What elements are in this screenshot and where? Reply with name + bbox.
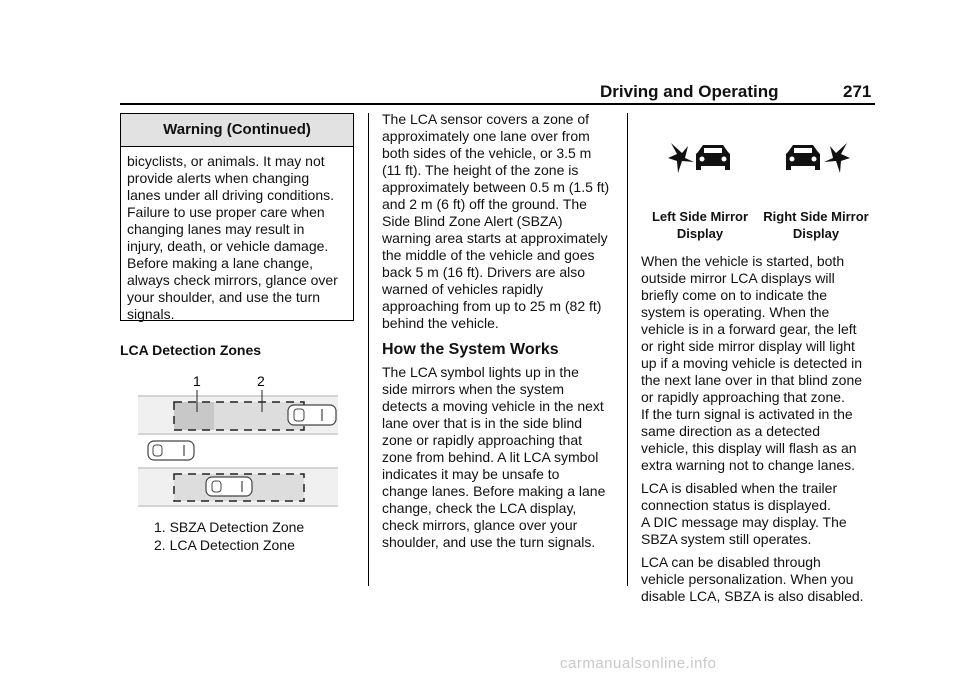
text-line: briefly come on to indicate the bbox=[641, 287, 827, 303]
text-line: vehicle personalization. When you bbox=[641, 571, 854, 587]
text-line: The LCA sensor covers a zone of bbox=[382, 111, 589, 127]
warning-body bbox=[121, 147, 353, 323]
text-line: same direction as a detected bbox=[641, 423, 820, 439]
column-divider-left bbox=[368, 113, 369, 586]
label-line: Left Side Mirror bbox=[651, 209, 749, 224]
warning-line: lanes under all driving conditions. bbox=[127, 187, 335, 203]
warning-line: Before making a lane change, bbox=[127, 255, 314, 271]
text-line: A DIC message may display. The bbox=[641, 514, 847, 530]
text-line: indicates it may be unsafe to bbox=[382, 466, 560, 482]
text-line: or rapidly approaching that zone. bbox=[641, 389, 845, 405]
paragraph-personalization bbox=[641, 554, 881, 605]
callout-1: 1 bbox=[193, 373, 201, 389]
text-line: and 2 m (6 ft) off the ground. The bbox=[382, 196, 587, 212]
text-line: disable LCA, SBZA is also disabled. bbox=[641, 588, 864, 604]
text-line: system is operating. When the bbox=[641, 304, 830, 320]
text-line: check mirrors, glance over your bbox=[382, 517, 578, 533]
warning-box bbox=[120, 113, 354, 321]
text-line: approximately between 0.5 m (1.5 ft) bbox=[382, 179, 610, 195]
callout-2: 2 bbox=[257, 373, 265, 389]
middle-column bbox=[382, 111, 622, 551]
text-line: the next lane over in that blind zone bbox=[641, 372, 863, 388]
car-top-lane bbox=[288, 405, 336, 425]
header-rule bbox=[120, 103, 875, 105]
text-line: both sides of the vehicle, or 3.5 m bbox=[382, 145, 592, 161]
text-line: up if a moving vehicle is detected in bbox=[641, 355, 863, 371]
figure-legend bbox=[154, 518, 304, 554]
paragraph-startup bbox=[641, 253, 881, 474]
section-title: Driving and Operating bbox=[600, 82, 779, 101]
watermark-text: carmanualsonline.info bbox=[560, 655, 717, 672]
warning-title: Warning (Continued) bbox=[121, 114, 353, 147]
text-line: side mirrors when the system bbox=[382, 381, 565, 397]
warning-line: your shoulder, and use the turn bbox=[127, 289, 321, 305]
section-heading: How the System Works bbox=[382, 341, 559, 358]
figure-heading: LCA Detection Zones bbox=[120, 342, 262, 358]
warning-line: injury, death, or vehicle damage. bbox=[127, 238, 329, 254]
text-line: approximately one lane over from bbox=[382, 128, 590, 144]
right-mirror-label bbox=[756, 208, 876, 242]
text-line: LCA is disabled when the trailer bbox=[641, 480, 838, 496]
text-line: approaching from up to 25 m (82 ft) bbox=[382, 298, 602, 314]
text-line: Side Blind Zone Alert (SBZA) bbox=[382, 213, 563, 229]
text-line: vehicle, this display will flash as an bbox=[641, 440, 857, 456]
text-line: change, check the LCA display, bbox=[382, 500, 577, 516]
text-line: back 5 m (16 ft). Drivers are also bbox=[382, 264, 586, 280]
paragraph-trailer bbox=[641, 480, 881, 548]
text-line: warning area starts at approximately bbox=[382, 230, 608, 246]
text-line: zone from behind. A lit LCA symbol bbox=[382, 449, 599, 465]
text-line: shoulder, and use the turn signals. bbox=[382, 534, 596, 550]
warning-line: provide alerts when changing bbox=[127, 170, 310, 186]
text-line: lane over that is in the side blind bbox=[382, 415, 583, 431]
text-line: LCA can be disabled through bbox=[641, 554, 821, 570]
label-line: Right Side Mirror bbox=[763, 209, 869, 224]
text-line: When the vehicle is started, both bbox=[641, 253, 845, 269]
paragraph-sensor-coverage bbox=[382, 111, 622, 332]
warning-line: bicyclists, or animals. It may not bbox=[127, 153, 325, 169]
text-line: or right side mirror display will light bbox=[641, 338, 855, 354]
warning-line: always check mirrors, glance over bbox=[127, 272, 338, 288]
warning-line: changing lanes may result in bbox=[127, 221, 305, 237]
text-line: outside mirror LCA displays will bbox=[641, 270, 835, 286]
paragraph-how-it-works bbox=[382, 364, 622, 551]
text-line: zone or rapidly approaching that bbox=[382, 432, 583, 448]
column-divider-right bbox=[627, 113, 628, 586]
text-line: If the turn signal is activated in the bbox=[641, 406, 853, 422]
text-line: change lanes. Before making a lane bbox=[382, 483, 606, 499]
text-line: warned of vehicles rapidly bbox=[382, 281, 544, 297]
legend-item: 1. SBZA Detection Zone bbox=[154, 519, 305, 535]
text-line: extra warning not to change lanes. bbox=[641, 457, 856, 473]
text-line: the middle of the vehicle and goes bbox=[382, 247, 595, 263]
car-bottom-lane bbox=[206, 477, 252, 496]
label-line: Display bbox=[676, 226, 724, 241]
warning-line: signals. bbox=[127, 306, 175, 322]
text-line: SBZA system still operates. bbox=[641, 531, 812, 547]
right-mirror-lca-icon bbox=[786, 140, 850, 176]
lca-zones-diagram bbox=[138, 372, 340, 512]
text-line: vehicle is in a forward gear, the left bbox=[641, 321, 857, 337]
car-host bbox=[148, 441, 194, 460]
left-mirror-label bbox=[640, 208, 760, 242]
page-number: 271 bbox=[843, 82, 872, 101]
text-line: behind the vehicle. bbox=[382, 315, 499, 331]
warning-line: Failure to use proper care when bbox=[127, 204, 325, 220]
text-line: detects a moving vehicle in the next bbox=[382, 398, 604, 414]
text-line: (11 ft). The height of the zone is bbox=[382, 162, 579, 178]
right-column bbox=[641, 253, 881, 605]
text-line: The LCA symbol lights up in the bbox=[382, 364, 579, 380]
legend-item: 2. LCA Detection Zone bbox=[154, 537, 295, 553]
left-mirror-lca-icon bbox=[668, 140, 732, 176]
text-line: connection status is displayed. bbox=[641, 497, 831, 513]
label-line: Display bbox=[792, 226, 840, 241]
